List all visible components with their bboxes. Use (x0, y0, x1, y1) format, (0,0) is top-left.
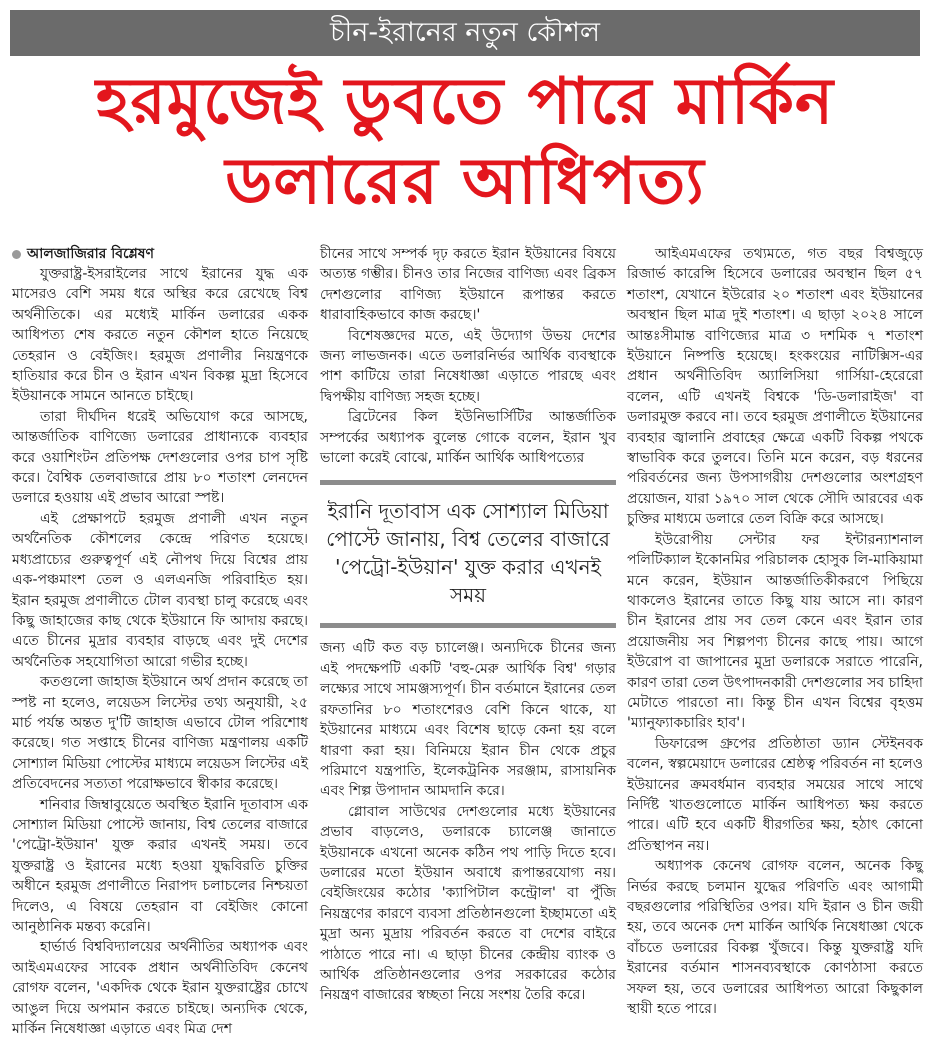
headline-line-1: হরমুজেই ডুবতে পারে মার্কিন (95, 65, 835, 139)
paragraph: তারা দীর্ঘদিন ধরেই অভিযোগ করে আসছে, আন্তর্জাতিক বাণিজ্যে ডলারের প্রাধান্যকে ব্যবহার করে ওয়াশিংটন প্রতিপক্ষ দেশগুলোর ওপর চাপ সৃষ্টি করে। বৈশ্বিক তেলবাজারে প্রায় ৮০ শতাংশ লেনদেন ডলারে হওয়ায় এই প্রভাব আরো স্পষ্ট। (12, 408, 308, 507)
paragraph: ডিফারেন্স গ্রুপের প্রতিষ্ঠাতা ড্যান স্টেইনবক বলেন, স্বল্পমেয়াদে ডলারের শ্রেষ্ঠত্ব পরিবর্তন না হলেও ইউয়ানের ক্রমবর্ধমান ব্যবহার সময়ের সাথে সাথে নির্দিষ্ট খাতগুলোতে মার্কিন আধিপত্য ক্ষয় করতে পারে। এটি হবে একটি ধীরগতির ক্ষয়, হঠাৎ কোনো প্রতিস্থাপন নয়। (627, 735, 923, 854)
paragraph: যুক্তরাষ্ট্র-ইসরাইলের সাথে ইরানের যুদ্ধ এক মাসেরও বেশি সময় ধরে অস্থির করে রেখেছে বিশ্ব অর্থনীতিকে। এর মধ্যেই মার্কিন ডলারের একক আধিপত্য শেষ করতে নতুন কৌশল হাতে নিয়েছে তেহরান ও বেইজিং। হরমুজ প্রণালীর নিয়ন্ত্রণকে হাতিয়ার করে চীন ও ইরান এখন বিকল্প মুদ্রা হিসেবে ইউয়ানকে সামনে আনতে চাইছে। (12, 266, 308, 405)
paragraph: চীনের সাথে সম্পর্ক দৃঢ় করতে ইরান ইউয়ানের বিষয়ে অত্যন্ত গম্ভীর। চীনও তার নিজের বাণিজ্য এবং ব্রিকস দেশগুলোর বাণিজ্য ইউয়ানে রূপান্তর করতে ধারাবাহিকভাবে কাজ করছে।' (320, 246, 616, 324)
paragraph: ইউরোপীয় সেন্টার ফর ইন্টারন্যাশনাল পলিটিক্যাল ইকোনমির পরিচালক হোসুক লি-মাকিয়ামা মনে করেন, ইউয়ান আন্তর্জাতিকীকরণে পিছিয়ে থাকলেও ইরানের তাতে কিছু যায় আসে না। কারণ চীন ইরানের প্রায় সব তেল কেনে এবং ইরান তার প্রয়োজনীয় সব শিল্পপণ্য চীনের কাছে পায়। আগে ইউরোপ বা জাপানের মুদ্রা ডলারকে সরাতে পারেনি, কারণ তারা তেল উৎপাদনকারী দেশগুলোর সব চাহিদা মেটাতে পারতো না। কিন্তু চীন এখন বিশ্বের বৃহত্তম 'ম্যানুফ্যাকচারিং হাব'। (627, 531, 923, 732)
article-column-3 (627, 244, 923, 1019)
bullet-dot-icon (12, 250, 21, 259)
paragraph: এই প্রেক্ষাপটে হরমুজ প্রণালী এখন নতুন অর্থনৈতিক কৌশলের কেন্দ্রে পরিণত হয়েছে। মধ্যপ্রাচ্যের গুরুত্বপূর্ণ এই নৌপথ দিয়ে বিশ্বের প্রায় এক-পঞ্চমাংশ তেল ও এলএনজি পরিবাহিত হয়। ইরান হরমুজ প্রণালীতে টোল ব্যবস্থা চালু করেছে এবং কিছু জাহাজের কাছ থেকে ইউয়ানে ফি আদায় করছে। এতে চীনের মুদ্রার ব্যবহার বাড়ছে এবং দুই দেশের অর্থনৈতিক সহযোগিতা আরো গভীর হচ্ছে। (12, 510, 308, 670)
paragraph: শনিবার জিম্বাবুয়েতে অবস্থিত ইরানি দূতাবাস এক সোশ্যাল মিডিয়া পোস্টে জানায়, বিশ্ব তেলের বাজারে 'পেট্রো-ইউয়ান' যুক্ত করার এখনই সময়। তবে যুক্তরাষ্ট্র ও ইরানের মধ্যে হওয়া যুদ্ধবিরতি চুক্তির অধীনে হরমুজ প্রণালীতে নিরাপদ চলাচলের নিশ্চয়তা দিলেও, এ বিষয়ে তেহরান বা বেইজিং কোনো আনুষ্ঠানিক মন্তব্য করেনি। (12, 796, 308, 935)
paragraph: হার্ভার্ড বিশ্ববিদ্যালয়ের অর্থনীতির অধ্যাপক এবং আইএমএফের সাবেক প্রধান অর্থনীতিবিদ কেনেথ রোগফ বলেন, 'একদিক থেকে ইরান যুক্তরাষ্ট্রের চোখে আঙুল দিয়ে অপমান করতে চাইছে। অন্যদিক থেকে, মার্কিন নিষেধাজ্ঞা এড়াতে এবং মিত্র দেশ (12, 939, 308, 1038)
kicker-banner: চীন-ইরানের নতুন কৌশল (10, 10, 920, 56)
paragraph: গ্লোবাল সাউথের দেশগুলোর মধ্যে ইউয়ানের প্রভাব বাড়লেও, ডলারকে চ্যালেঞ্জ জানাতে ইউয়ানকে এখনো অনেক কঠিন পথ পাড়ি দিতে হবে। ডলারের মতো ইউয়ান অবাধে রূপান্তরযোগ্য নয়। বেইজিংয়ের কঠোর 'ক্যাপিটাল কন্ট্রোল' বা পুঁজি নিয়ন্ত্রণের কারণে ব্যবসা প্রতিষ্ঠানগুলো ইচ্ছামতো এই মুদ্রা অন্য মুদ্রায় পরিবর্তন করতে বা দেশের বাইরে পাঠাতে পারে না। এ ছাড়া চীনের কেন্দ্রীয় ব্যাংক ও আর্থিক প্রতিষ্ঠানগুলোর ওপর সরকারের কঠোর নিয়ন্ত্রণ বাজারের স্বচ্ছতা নিয়ে সংশয় তৈরি করে। (320, 803, 616, 1004)
headline-line-2: ডলারের আধিপত্য (225, 145, 705, 219)
article-column-1 (12, 244, 308, 1039)
paragraph: জন্য এটি কত বড় চ্যালেঞ্জ। অন্যদিকে চীনের জন্য এই পদক্ষেপটি একটি 'বহু-মেরু আর্থিক বিশ্ব' গড়ার লক্ষ্যের সাথে সামঞ্জস্যপূর্ণ। চীন বর্তমানে ইরানের তেল রফতানির ৮০ শতাংশেরও বেশি কিনে থাকে, যা ইউয়ানের মাধ্যমে এবং বিশেষ ছাড়ে কেনা হয় বলে ধারণা করা হয়। বিনিময়ে ইরান চীন থেকে প্রচুর পরিমাণে যন্ত্রপাতি, ইলেকট্রনিক সরঞ্জাম, রাসায়নিক এবং শিল্প উপাদান আমদানি করে। (320, 640, 616, 800)
section-label (12, 244, 308, 264)
paragraph: অধ্যাপক কেনেথ রোগফ বলেন, অনেক কিছু নির্ভর করছে চলমান যুদ্ধের পরিণতি এবং আগামী বছরগুলোর পরিস্থিতির ওপর। যদি ইরান ও চীন জয়ী হয়, তবে অনেক দেশ মার্কিন আর্থিক নিষেধাজ্ঞা থেকে বাঁচতে ডলারের বিকল্প খুঁজবে। কিন্তু যুক্তরাষ্ট্র যদি ইরানের বর্তমান শাসনব্যবস্থাকে কোণঠাসা করতে সফল হয়, তবে ডলারের আধিপত্য আরো কিছুকাল স্থায়ী হতে পারে। (627, 858, 923, 1018)
section-label-text: আলজাজিরার বিশ্লেষণ (27, 246, 154, 262)
pull-quote: ইরানি দূতাবাস এক সোশ্যাল মিডিয়া পোস্টে জানায়, বিশ্ব তেলের বাজারে 'পেট্রো-ইউয়ান' যুক্ত করার এখনই সময় (320, 480, 616, 628)
article-column-2 (320, 244, 616, 1006)
paragraph: কতগুলো জাহাজ ইউয়ানে অর্থ প্রদান করেছে তা স্পষ্ট না হলেও, লয়েডস লিস্টের তথ্য অনুযায়ী, ২৫ মার্চ পর্যন্ত অন্তত দু'টি জাহাজ এভাবে টোল পরিশোধ করেছে। গত সপ্তাহে চীনের বাণিজ্য মন্ত্রণালয় একটি সোশ্যাল মিডিয়া পোস্টের মাধ্যমে লয়েডস লিস্টের এই প্রতিবেদনের সত্যতা পরোক্ষভাবে স্বীকার করেছে। (12, 674, 308, 793)
paragraph: আইএমএফের তথ্যমতে, গত বছর বিশ্বজুড়ে রিজার্ভ কারেন্সি হিসেবে ডলারের অবস্থান ছিল ৫৭ শতাংশ, যেখানে ইউরোর ২০ শতাংশ এবং ইউয়ানের অবস্থান ছিল মাত্র দুই শতাংশ। এ ছাড়া ২০২৪ সালে আন্তঃসীমান্ত বাণিজ্যের মাত্র ৩ দশমিক ৭ শতাংশ ইউয়ানে নিষ্পত্তি হয়েছে। হংকংয়ের নাটিক্সিস-এর প্রধান অর্থনীতিবিদ অ্যালিসিয়া গার্সিয়া-হেরেরো বলেন, এটি এখনই বিশ্বকে 'ডি-ডলারাইজ' বা ডলারমুক্ত করবে না। তবে হরমুজ প্রণালীতে ইউয়ানের ব্যবহার জ্বালানি প্রবাহের ক্ষেত্রে একটি বিকল্প পথকে স্বাভাবিক করে তুলবে। তিনি মনে করেন, বড় ধরনের পরিবর্তনের জন্য উপসাগরীয় দেশগুলোর অংশগ্রহণ প্রয়োজন, যারা ১৯৭০ সাল থেকে সৌদি আরবের এক চুক্তির মাধ্যমে ডলারে তেল বিক্রি করে আসছে। (627, 246, 923, 528)
headline (10, 62, 920, 222)
paragraph: ব্রিটেনের কিল ইউনিভার্সিটির আন্তর্জাতিক সম্পর্কের অধ্যাপক বুলেন্ত গোকে বলেন, ইরান খুব ভালো করেই বোঝে, মার্কিন আর্থিক আধিপত্যের (320, 409, 616, 467)
paragraph: বিশেষজ্ঞদের মতে, এই উদ্যোগ উভয় দেশের জন্য লাভজনক। এতে ডলারনির্ভর আর্থিক ব্যবস্থাকে পাশ কাটিয়ে তারা নিষেধাজ্ঞা এড়াতে পারছে এবং দ্বিপক্ষীয় বাণিজ্য সহজ হচ্ছে। (320, 327, 616, 405)
